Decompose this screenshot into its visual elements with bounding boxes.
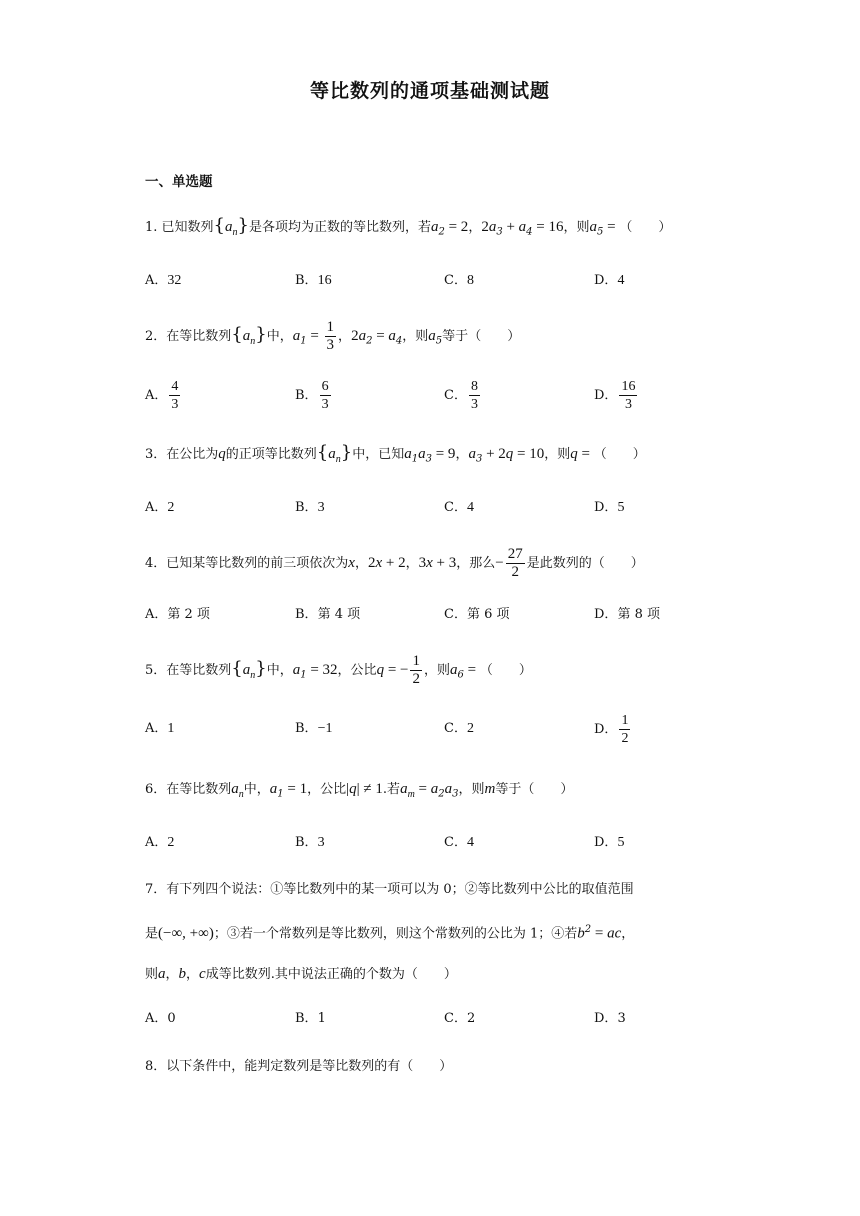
option-c[interactable]: C．4: [444, 500, 474, 515]
option-c[interactable]: C．4: [444, 835, 474, 850]
option-b[interactable]: B．第 4 项: [295, 607, 361, 622]
option-a[interactable]: A．0: [145, 1011, 176, 1026]
answer-paren: （ ）: [404, 967, 457, 983]
options-1: [145, 264, 745, 298]
option-d[interactable]: D． $\frac{1}{2}$: [594, 713, 629, 746]
option-a[interactable]: A．1: [145, 721, 175, 736]
answer-paren: （ ）: [593, 447, 646, 462]
option-a[interactable]: A．2: [145, 500, 175, 515]
answer-paren: （ ）: [479, 663, 532, 678]
answer-paren: （ ）: [619, 220, 672, 235]
options-2: [145, 378, 745, 412]
option-b[interactable]: B．−1: [295, 721, 333, 736]
answer-paren: （ ）: [591, 556, 644, 571]
option-d[interactable]: D．3: [594, 1011, 626, 1026]
options-4: [145, 598, 745, 632]
option-d[interactable]: D．4: [594, 273, 625, 288]
question-4: 4．已知某等比数列的前三项依次为x，2x + 2，3x + 3，那么− $\frac{27}{2}$ 是此数列的（ ）: [145, 546, 644, 580]
option-c[interactable]: C． $\frac{8}{3}$: [444, 379, 478, 412]
option-d[interactable]: D．第 8 项: [594, 607, 660, 622]
option-d[interactable]: D．5: [594, 835, 625, 850]
option-c[interactable]: C．第 6 项: [444, 607, 510, 622]
options-7: [145, 1002, 745, 1036]
option-b[interactable]: B．3: [295, 835, 325, 850]
option-b[interactable]: B．1: [295, 1011, 326, 1026]
question-7: 7．有下列四个说法：①等比数列中的某一项可以为 0；②等比数列中公比的取值范围 是(−∞, +∞)；③若一个常数列是等比数列，则这个常数列的公比为 1；④若$b^2$ = ac， 则a，b，c成等比数列.其中说法正确的个数为（ ）: [145, 882, 635, 983]
answer-paren: （ ）: [521, 782, 574, 797]
options-3: [145, 491, 745, 525]
question-8: 8．以下条件中，能判定数列是等比数列的有（ ）: [145, 1059, 453, 1074]
option-a[interactable]: A． $\frac{4}{3}$: [145, 379, 179, 412]
option-b[interactable]: B．3: [295, 500, 325, 515]
question-5: 5．在等比数列$\{a_n\}$中，$a_1 = 32$，公比q = − $\frac{1}{2}$ ，则$a_6$ = （ ）: [145, 653, 532, 687]
page-title: 等比数列的通项基础测试题: [309, 80, 550, 102]
section-heading: 一、单选题: [145, 174, 213, 190]
question-2: 2．在等比数列$\{a_n\}$中，$a_1$ = $\frac{1}{3}$ ，$2a_2 = a_4$，则$a_5$等于（ ）: [145, 319, 521, 353]
option-c[interactable]: C．2: [444, 1011, 476, 1026]
option-d[interactable]: D． $\frac{16}{3}$: [594, 379, 636, 412]
options-6: [145, 826, 745, 860]
option-a[interactable]: A．32: [145, 273, 182, 288]
answer-paren: （ ）: [400, 1059, 453, 1074]
question-6: 6．在等比数列$a_n$中，$a_1 = 1$，公比|q| ≠ 1.若$a_m = a_2a_3$，则m等于（ ）: [145, 781, 574, 800]
question-3: 3．在公比为q的正项等比数列$\{a_n\}$中，已知$a_1a_3 = 9$，$a_3 + 2q = 10$，则q = （ ）: [145, 442, 646, 465]
answer-paren: （ ）: [468, 329, 521, 344]
question-1: 1. 已知数列$\{a_n\}$是各项均为正数的等比数列，若$a_2 = 2$，$2a_3 + a_4 = 16$，则$a_5$ = （ ）: [145, 215, 672, 238]
options-5: [145, 712, 745, 746]
option-c[interactable]: C．8: [444, 273, 474, 288]
option-a[interactable]: A．第 2 项: [145, 607, 210, 622]
option-b[interactable]: B．16: [295, 273, 332, 288]
option-a[interactable]: A．2: [145, 835, 175, 850]
option-d[interactable]: D．5: [594, 500, 625, 515]
option-c[interactable]: C．2: [444, 721, 474, 736]
option-b[interactable]: B． $\frac{6}{3}$: [295, 379, 329, 412]
